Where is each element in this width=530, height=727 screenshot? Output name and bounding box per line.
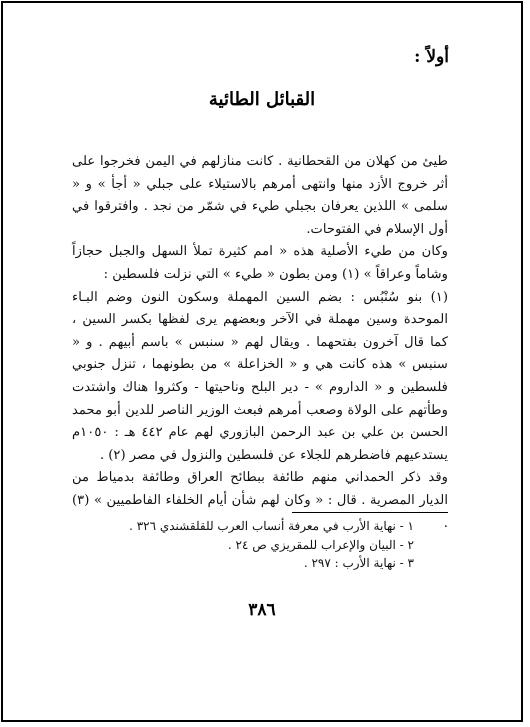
- paragraph-hamdani: وقد ذكر الحمداني منهم طائفة ببطائح العراق وطائفة بدمياط من الديار المصرية . قال : « وكان لهم شأن أيام الخلفاء الفاطميين » (٣) .: [72, 470, 448, 531]
- footnotes: [72, 517, 448, 573]
- footnote-3: ٣ - نهاية الأرب : ٢٩٧ .: [303, 556, 414, 570]
- page-number: ٣٨٦: [248, 600, 276, 620]
- page-title: القبائل الطائية: [208, 89, 316, 110]
- section-heading: أولاً :: [414, 47, 449, 67]
- paragraph-branches: وكان من طيء الأصلية هذه « امم كثيرة تملأ السهل والجبل حجازاً وشاماً وعراقاً » (١) ومن بطون « طيء » التي نزلت فلسطين :: [72, 244, 448, 282]
- footnote-divider: [292, 512, 448, 513]
- paragraph-sinbis: (١) بنو سُنْبُس : بضم السين المهملة وسكون النون وضم البـاء الموحدة وسين مهملة في الآخر وبعضهم يرى لفظها بكسر السين ، كما قال آخرون بفتحهما . ويقال لهم « سنبس » باسم أبيهم . و « سنبس » هذه كانت هي و « الخزاعلة » من بطونهما ، تنزل جنوبي فلسطين و « الداروم » - دير البلح وناحيتها - وكثروا هناك واشتدت وطأتهم على الولاة وصعب أمرهم فبعث الوزير الناصر للدين أبو محمد الحسن بن علي بن عبد الرحمن البازوري لهم عام ٤٤٢ هـ : ١٠٥٠م يستدعيهم فاضطرهم للجلاء عن فلسطين والنزول في مصر (٢) .: [72, 289, 448, 463]
- footnote-1: ١ - نهاية الأرب في معرفة أنساب العرب للقلقشندي ٣٢٦ .: [129, 519, 414, 533]
- paragraph-intro: طيئ من كهلان من القحطانية . كانت منازلهم في اليمن فخرجوا على أثر خروج الأزد منها وانتهى أمرهم بالاستيلاء على جبلي « أجأ » و « سلمى » اللذين يعرفان بجبلي طيء في شمّر من نجد . وافترقوا في أول الإسلام في الفتوحات.: [72, 154, 448, 237]
- footnote-2: ٢ - البيان والإعراب للمقريزي ص ٢٤ .: [227, 537, 414, 552]
- page: [1, 1, 523, 722]
- body-text: [72, 151, 448, 535]
